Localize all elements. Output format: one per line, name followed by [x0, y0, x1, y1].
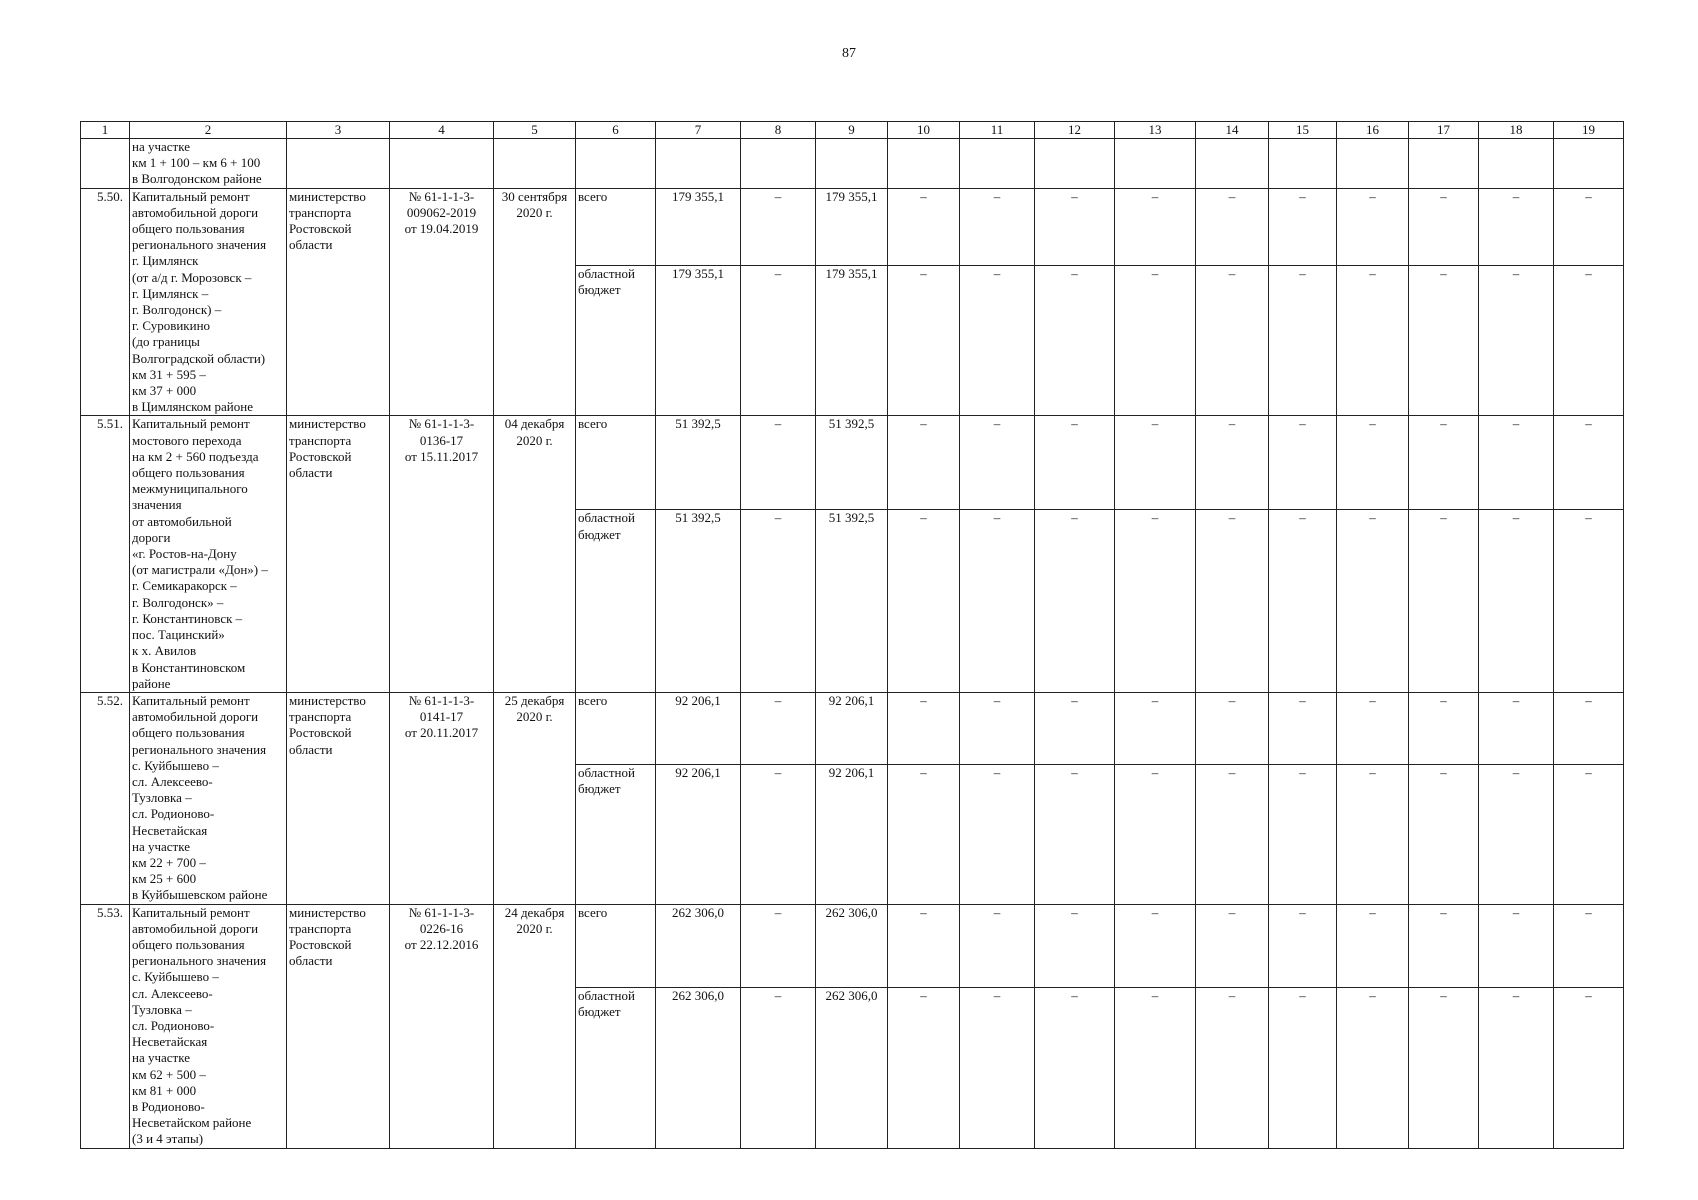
source-regional-line: бюджет — [578, 282, 621, 298]
column-number-11: 11 — [960, 122, 1035, 139]
source-regional-cell — [576, 764, 656, 904]
regional-value-cell: 262 306,0 — [816, 987, 888, 1148]
regional-value-cell: 92 206,1 — [656, 764, 741, 904]
object-name-line: сл. Родионово- — [132, 806, 215, 822]
column-number-14: 14 — [1196, 122, 1269, 139]
object-name-line: Капитальный ремонт — [132, 188, 250, 204]
source-total-cell: всего — [576, 188, 656, 265]
total-value-cell: – — [1035, 416, 1115, 510]
customer-line: области — [289, 465, 333, 481]
total-value-cell: – — [1337, 692, 1409, 764]
empty-cell — [576, 139, 656, 189]
object-name-cell — [130, 692, 287, 904]
column-number-2: 2 — [130, 122, 287, 139]
total-value-cell: – — [888, 416, 960, 510]
regional-value-cell: – — [1196, 987, 1269, 1148]
total-value-cell: – — [888, 904, 960, 987]
total-value-cell: – — [1269, 904, 1337, 987]
regional-value-cell: – — [1409, 764, 1479, 904]
customer-line: транспорта — [289, 204, 352, 220]
regional-value-cell: – — [888, 266, 960, 416]
total-value-cell: – — [1269, 692, 1337, 764]
object-name-cell — [130, 188, 287, 416]
empty-cell — [1196, 139, 1269, 189]
expertise-line: 0136-17 — [419, 432, 464, 448]
column-number-16: 16 — [1337, 122, 1409, 139]
object-name-line: в Родионово- — [132, 1098, 205, 1114]
column-number-5: 5 — [494, 122, 576, 139]
total-value-cell: – — [1479, 904, 1554, 987]
customer-line: транспорта — [289, 432, 352, 448]
record-row-total — [81, 188, 1624, 265]
total-value-cell: – — [1554, 416, 1624, 510]
total-value-cell: 92 206,1 — [816, 692, 888, 764]
total-value-cell: – — [1337, 904, 1409, 987]
column-number-19: 19 — [1554, 122, 1624, 139]
investment-table — [80, 121, 1624, 1149]
object-name-line: (от а/д г. Морозовск – — [132, 269, 252, 285]
object-name-line: межмуниципального — [132, 481, 248, 497]
expertise-line: № 61-1-1-3- — [408, 692, 475, 708]
customer-line: транспорта — [289, 920, 352, 936]
customer-line: министерство — [289, 904, 366, 920]
object-name-line: г. Суровикино — [132, 318, 211, 334]
regional-value-cell: – — [741, 510, 816, 692]
column-number-13: 13 — [1115, 122, 1196, 139]
source-regional-line: областной — [578, 266, 635, 282]
regional-value-cell: – — [741, 266, 816, 416]
record-id-cell: 5.52. — [81, 692, 130, 904]
total-value-cell: – — [1196, 188, 1269, 265]
expertise-line: от 19.04.2019 — [404, 221, 479, 237]
customer-line: Ростовской — [289, 221, 352, 237]
regional-value-cell: – — [1035, 266, 1115, 416]
regional-value-cell: – — [960, 764, 1035, 904]
empty-cell — [656, 139, 741, 189]
expertise-line: от 22.12.2016 — [404, 936, 479, 952]
regional-value-cell: – — [1269, 987, 1337, 1148]
regional-value-cell: 179 355,1 — [656, 266, 741, 416]
object-name-line: общего пользования — [132, 221, 245, 237]
source-regional-cell — [576, 987, 656, 1148]
empty-cell — [1479, 139, 1554, 189]
empty-cell — [1554, 139, 1624, 189]
deadline-line: 30 сентября — [501, 188, 568, 204]
object-name-line: к х. Авилов — [132, 643, 197, 659]
total-value-cell: 179 355,1 — [816, 188, 888, 265]
deadline-line: 2020 г. — [516, 432, 553, 448]
expertise-line: 0226-16 — [419, 920, 464, 936]
object-name-line: дороги — [132, 529, 171, 545]
object-name-line: г. Цимлянск — [132, 253, 199, 269]
object-name-line: км 31 + 595 – — [132, 366, 206, 382]
total-value-cell: – — [741, 188, 816, 265]
customer-line: транспорта — [289, 709, 352, 725]
object-name-line: с. Куйбышево – — [132, 969, 219, 985]
regional-value-cell: – — [1479, 764, 1554, 904]
deadline-cell — [494, 188, 576, 416]
object-name-line: в Константиновском — [132, 659, 246, 675]
object-name-line: на км 2 + 560 подъезда — [132, 448, 259, 464]
object-name-line: г. Константиновск – — [132, 610, 243, 626]
total-value-cell: – — [960, 188, 1035, 265]
object-name-line: Волгоградской области) — [132, 350, 266, 366]
total-value-cell: – — [888, 188, 960, 265]
regional-value-cell: – — [960, 510, 1035, 692]
total-value-cell: – — [741, 416, 816, 510]
column-number-18: 18 — [1479, 122, 1554, 139]
deadline-line: 2020 г. — [516, 709, 553, 725]
object-name-line: Капитальный ремонт — [132, 416, 250, 432]
regional-value-cell: – — [1115, 266, 1196, 416]
object-name-line: Тузловка – — [132, 1001, 192, 1017]
column-number-8: 8 — [741, 122, 816, 139]
customer-line: области — [289, 741, 333, 757]
regional-value-cell: – — [1337, 266, 1409, 416]
regional-value-cell: – — [1554, 764, 1624, 904]
object-name-line: значения — [132, 497, 182, 513]
empty-cell — [888, 139, 960, 189]
object-name-line: км 81 + 000 — [132, 1082, 197, 1098]
customer-cell — [287, 188, 390, 416]
empty-cell — [1337, 139, 1409, 189]
object-name-line: общего пользования — [132, 725, 245, 741]
total-value-cell: 179 355,1 — [656, 188, 741, 265]
source-regional-line: бюджет — [578, 1003, 621, 1019]
object-name-line: «г. Ростов-на-Дону — [132, 546, 237, 562]
record-id-cell: 5.50. — [81, 188, 130, 416]
object-name-cell — [130, 416, 287, 692]
object-name-line: Несветайская — [132, 1034, 208, 1050]
regional-value-cell: – — [1269, 510, 1337, 692]
source-regional-cell — [576, 510, 656, 692]
object-name-line: от автомобильной — [132, 513, 232, 529]
total-value-cell: – — [960, 416, 1035, 510]
regional-value-cell: – — [1409, 987, 1479, 1148]
empty-cell — [390, 139, 494, 189]
object-name-line: автомобильной дороги — [132, 920, 259, 936]
record-row-total — [81, 904, 1624, 987]
object-name-line: км 62 + 500 – — [132, 1066, 206, 1082]
object-name-line: Капитальный ремонт — [132, 692, 250, 708]
empty-cell — [1409, 139, 1479, 189]
regional-value-cell: 92 206,1 — [816, 764, 888, 904]
total-value-cell: – — [1409, 692, 1479, 764]
empty-cell — [960, 139, 1035, 189]
regional-value-cell: – — [1337, 510, 1409, 692]
deadline-line: 25 декабря — [504, 692, 565, 708]
deadline-line: 2020 г. — [516, 920, 553, 936]
object-name-line: (3 и 4 этапы) — [132, 1131, 204, 1147]
empty-cell — [287, 139, 390, 189]
source-regional-line: бюджет — [578, 781, 621, 797]
regional-value-cell: – — [1035, 510, 1115, 692]
column-number-4: 4 — [390, 122, 494, 139]
total-value-cell: – — [1196, 904, 1269, 987]
total-value-cell: 51 392,5 — [816, 416, 888, 510]
regional-value-cell: – — [960, 266, 1035, 416]
column-number-3: 3 — [287, 122, 390, 139]
source-regional-line: бюджет — [578, 526, 621, 542]
regional-value-cell: – — [960, 987, 1035, 1148]
customer-cell — [287, 692, 390, 904]
continuation-line: на участке — [132, 139, 190, 154]
record-id-cell: 5.53. — [81, 904, 130, 1148]
customer-line: Ростовской — [289, 936, 352, 952]
object-name-line: в Цимлянском районе — [132, 399, 253, 415]
column-number-15: 15 — [1269, 122, 1337, 139]
regional-value-cell: 262 306,0 — [656, 987, 741, 1148]
expertise-cell — [390, 416, 494, 692]
regional-value-cell: – — [1035, 987, 1115, 1148]
total-value-cell: – — [1337, 416, 1409, 510]
empty-cell — [741, 139, 816, 189]
record-row-total — [81, 416, 1624, 510]
total-value-cell: – — [741, 692, 816, 764]
object-name-line: общего пользования — [132, 936, 245, 952]
regional-value-cell: – — [888, 510, 960, 692]
total-value-cell: – — [1269, 188, 1337, 265]
column-number-header — [81, 122, 1624, 139]
page-number: 87 — [842, 46, 856, 61]
column-number-7: 7 — [656, 122, 741, 139]
regional-value-cell: – — [1269, 764, 1337, 904]
object-name-cell — [130, 904, 287, 1148]
total-value-cell: – — [1035, 188, 1115, 265]
total-value-cell: – — [1337, 188, 1409, 265]
total-value-cell: – — [741, 904, 816, 987]
regional-value-cell: – — [1035, 764, 1115, 904]
source-regional-line: областной — [578, 764, 635, 780]
source-total-cell: всего — [576, 416, 656, 510]
column-number-12: 12 — [1035, 122, 1115, 139]
source-total-cell: всего — [576, 692, 656, 764]
total-value-cell: – — [1035, 904, 1115, 987]
regional-value-cell: – — [1337, 987, 1409, 1148]
source-regional-cell — [576, 266, 656, 416]
object-name-line: км 25 + 600 — [132, 871, 197, 887]
total-value-cell: – — [1115, 416, 1196, 510]
column-number-1: 1 — [81, 122, 130, 139]
object-name-line: Капитальный ремонт — [132, 904, 250, 920]
regional-value-cell: – — [741, 764, 816, 904]
total-value-cell: – — [1409, 904, 1479, 987]
object-name-line: районе — [132, 675, 171, 691]
regional-value-cell: – — [1337, 764, 1409, 904]
empty-cell — [1269, 139, 1337, 189]
total-value-cell: – — [1115, 904, 1196, 987]
regional-value-cell: – — [1479, 266, 1554, 416]
total-value-cell: – — [1554, 904, 1624, 987]
object-name-line: км 22 + 700 – — [132, 854, 206, 870]
object-name-line: с. Куйбышево – — [132, 757, 219, 773]
object-name-line: общего пользования — [132, 465, 245, 481]
regional-value-cell: – — [1479, 987, 1554, 1148]
column-number-17: 17 — [1409, 122, 1479, 139]
total-value-cell: 51 392,5 — [656, 416, 741, 510]
regional-value-cell: – — [888, 987, 960, 1148]
total-value-cell: – — [1196, 692, 1269, 764]
total-value-cell: – — [1115, 692, 1196, 764]
record-row-total — [81, 692, 1624, 764]
deadline-line: 24 декабря — [504, 904, 565, 920]
object-name-line: Тузловка – — [132, 790, 192, 806]
regional-value-cell: – — [1554, 987, 1624, 1148]
regional-value-cell: – — [888, 764, 960, 904]
object-name-line: (до границы — [132, 334, 200, 350]
regional-value-cell: – — [1554, 266, 1624, 416]
deadline-cell — [494, 692, 576, 904]
total-value-cell: – — [1409, 416, 1479, 510]
continuation-name-cell — [130, 139, 287, 189]
regional-value-cell: 51 392,5 — [656, 510, 741, 692]
object-name-line: пос. Тацинский» — [132, 627, 225, 643]
column-number-10: 10 — [888, 122, 960, 139]
expertise-line: № 61-1-1-3- — [408, 904, 475, 920]
regional-value-cell: – — [1409, 510, 1479, 692]
customer-line: министерство — [289, 692, 366, 708]
expertise-cell — [390, 692, 494, 904]
object-name-line: г. Волгодонск» – — [132, 594, 224, 610]
deadline-line: 04 декабря — [504, 416, 565, 432]
object-name-line: сл. Алексеево- — [132, 985, 213, 1001]
regional-value-cell: – — [1196, 266, 1269, 416]
total-value-cell: – — [1115, 188, 1196, 265]
total-value-cell: – — [888, 692, 960, 764]
expertise-line: № 61-1-1-3- — [408, 188, 475, 204]
total-value-cell: – — [1479, 188, 1554, 265]
regional-value-cell: – — [1554, 510, 1624, 692]
regional-value-cell: – — [1196, 764, 1269, 904]
total-value-cell: 92 206,1 — [656, 692, 741, 764]
total-value-cell: – — [1554, 692, 1624, 764]
object-name-line: регионального значения — [132, 741, 267, 757]
object-name-line: км 37 + 000 — [132, 383, 197, 399]
regional-value-cell: – — [1269, 266, 1337, 416]
source-total-cell: всего — [576, 904, 656, 987]
total-value-cell: – — [960, 692, 1035, 764]
object-name-line: автомобильной дороги — [132, 709, 259, 725]
regional-value-cell: – — [1479, 510, 1554, 692]
empty-cell — [1035, 139, 1115, 189]
object-name-line: г. Волгодонск) – — [132, 302, 222, 318]
expertise-line: от 20.11.2017 — [404, 725, 479, 741]
total-value-cell: 262 306,0 — [656, 904, 741, 987]
total-value-cell: 262 306,0 — [816, 904, 888, 987]
continuation-row — [81, 139, 1624, 189]
customer-cell — [287, 904, 390, 1148]
continuation-line: в Волгодонском районе — [132, 171, 262, 187]
expertise-cell — [390, 188, 494, 416]
cont-id-cell — [81, 139, 130, 189]
object-name-line: г. Цимлянск – — [132, 285, 209, 301]
object-name-line: автомобильной дороги — [132, 204, 259, 220]
total-value-cell: – — [1479, 692, 1554, 764]
customer-line: Ростовской — [289, 448, 352, 464]
expertise-cell — [390, 904, 494, 1148]
customer-line: области — [289, 237, 333, 253]
object-name-line: мостового перехода — [132, 432, 242, 448]
total-value-cell: – — [1554, 188, 1624, 265]
expertise-line: 009062-2019 — [406, 204, 477, 220]
object-name-line: регионального значения — [132, 953, 267, 969]
continuation-line: км 1 + 100 – км 6 + 100 — [132, 155, 261, 171]
total-value-cell: – — [1196, 416, 1269, 510]
customer-line: министерство — [289, 188, 366, 204]
customer-cell — [287, 416, 390, 692]
total-value-cell: – — [1409, 188, 1479, 265]
object-name-line: сл. Алексеево- — [132, 773, 213, 789]
total-value-cell: – — [1479, 416, 1554, 510]
regional-value-cell: 179 355,1 — [816, 266, 888, 416]
customer-line: министерство — [289, 416, 366, 432]
expertise-line: от 15.11.2017 — [404, 448, 479, 464]
deadline-line: 2020 г. — [516, 204, 553, 220]
customer-line: области — [289, 953, 333, 969]
object-name-line: г. Семикаракорск – — [132, 578, 237, 594]
expertise-line: 0141-17 — [419, 709, 464, 725]
object-name-line: регионального значения — [132, 237, 267, 253]
object-name-line: сл. Родионово- — [132, 1017, 215, 1033]
source-regional-line: областной — [578, 987, 635, 1003]
object-name-line: на участке — [132, 838, 190, 854]
total-value-cell: – — [1269, 416, 1337, 510]
regional-value-cell: – — [1409, 266, 1479, 416]
header-row — [81, 122, 1624, 139]
record-id-cell: 5.51. — [81, 416, 130, 692]
empty-cell — [816, 139, 888, 189]
object-name-line: на участке — [132, 1050, 190, 1066]
empty-cell — [1115, 139, 1196, 189]
empty-cell — [494, 139, 576, 189]
column-number-6: 6 — [576, 122, 656, 139]
source-regional-line: областной — [578, 510, 635, 526]
deadline-cell — [494, 416, 576, 692]
table-body — [81, 139, 1624, 1149]
object-name-line: Несветайском районе — [132, 1115, 252, 1131]
regional-value-cell: – — [1196, 510, 1269, 692]
regional-value-cell: – — [1115, 510, 1196, 692]
total-value-cell: – — [1035, 692, 1115, 764]
object-name-line: (от магистрали «Дон») – — [132, 562, 268, 578]
regional-value-cell: – — [1115, 987, 1196, 1148]
object-name-line: в Куйбышевском районе — [132, 887, 268, 903]
regional-value-cell: – — [741, 987, 816, 1148]
expertise-line: № 61-1-1-3- — [408, 416, 475, 432]
total-value-cell: – — [960, 904, 1035, 987]
regional-value-cell: 51 392,5 — [816, 510, 888, 692]
customer-line: Ростовской — [289, 725, 352, 741]
object-name-line: Несветайская — [132, 822, 208, 838]
regional-value-cell: – — [1115, 764, 1196, 904]
deadline-cell — [494, 904, 576, 1148]
column-number-9: 9 — [816, 122, 888, 139]
